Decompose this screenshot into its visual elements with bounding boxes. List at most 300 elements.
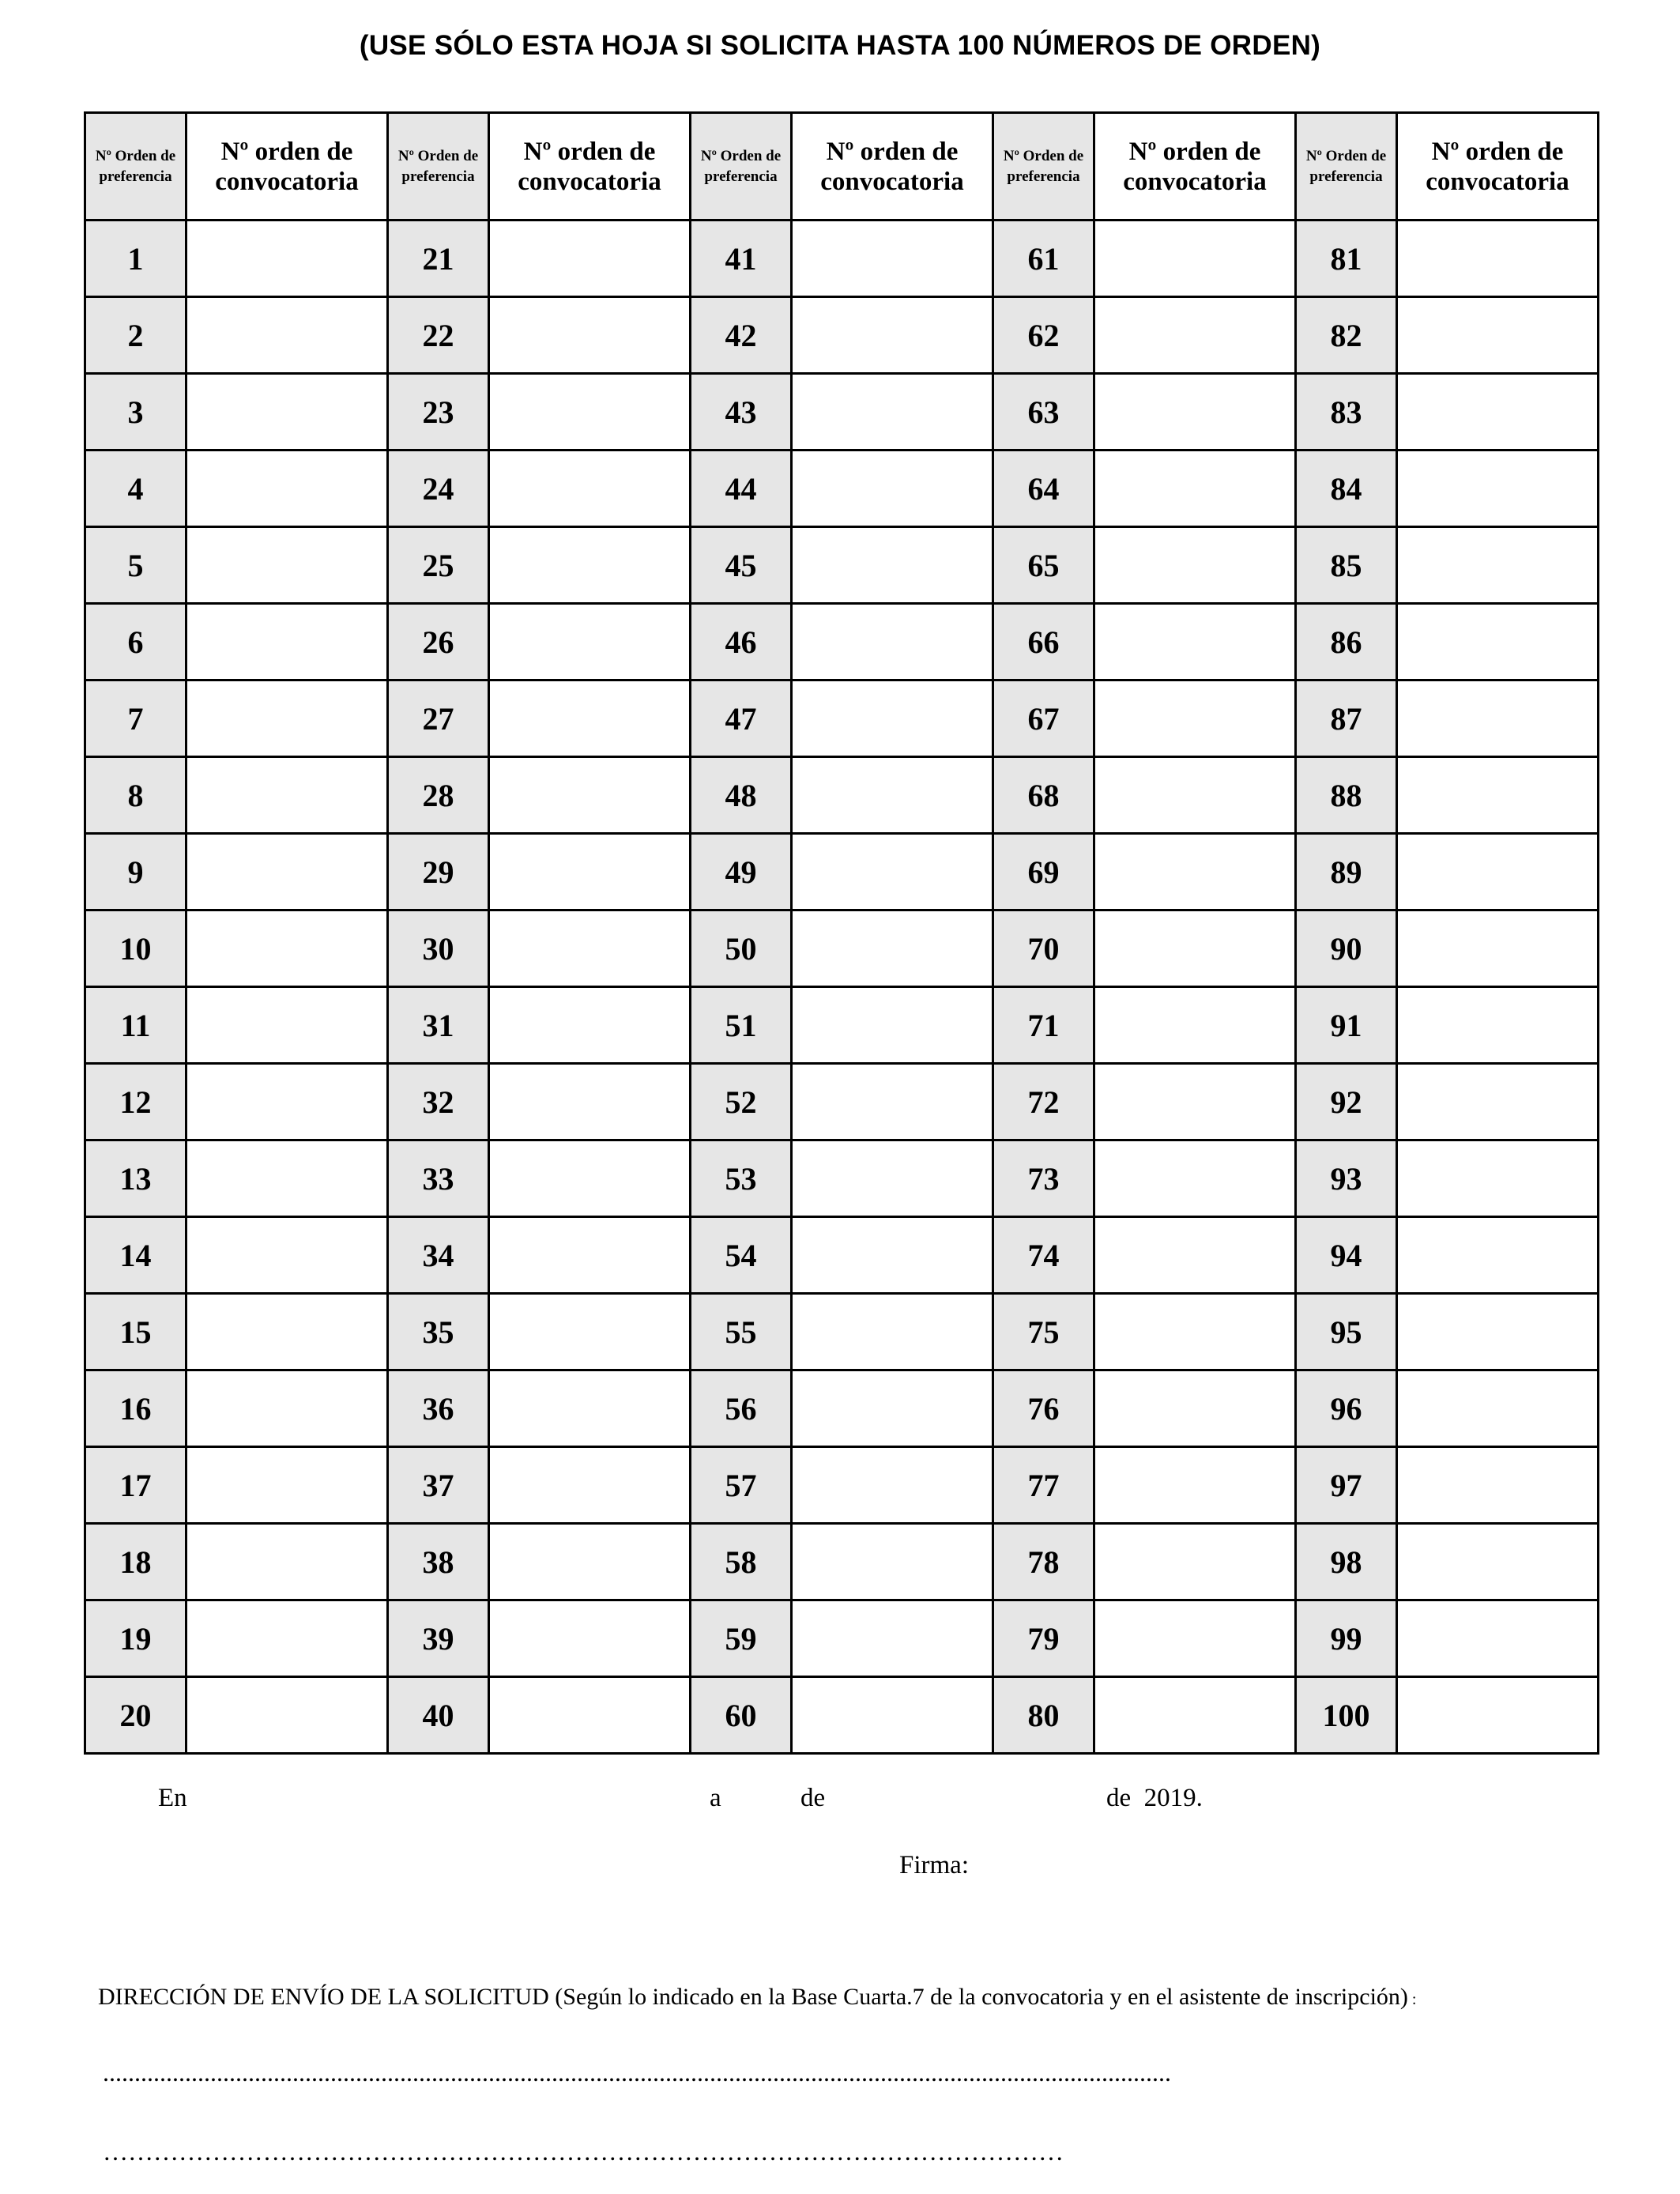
preference-number: 9 (85, 834, 186, 910)
preference-number: 80 (993, 1677, 1094, 1754)
convocatoria-cell (792, 221, 993, 297)
convocatoria-cell (186, 1677, 388, 1754)
convocatoria-cell (186, 987, 388, 1064)
convocatoria-input[interactable] (187, 243, 386, 274)
header-convocatoria: Nº orden de convocatoria (792, 113, 993, 221)
preference-number: 99 (1296, 1600, 1397, 1677)
convocatoria-input[interactable] (490, 779, 689, 811)
header-convocatoria: Nº orden de convocatoria (489, 113, 691, 221)
convocatoria-cell (1397, 1524, 1599, 1600)
convocatoria-input[interactable] (1398, 1699, 1597, 1731)
convocatoria-input[interactable] (1095, 1316, 1294, 1348)
convocatoria-input[interactable] (1398, 703, 1597, 734)
preference-number: 21 (388, 221, 489, 297)
preference-number: 89 (1296, 834, 1397, 910)
convocatoria-input[interactable] (793, 1086, 992, 1118)
convocatoria-cell (489, 1370, 691, 1447)
header-preferencia: Nº Orden de preferencia (85, 113, 186, 221)
address-colon: : (1407, 1991, 1417, 2008)
convocatoria-cell (792, 297, 993, 374)
convocatoria-cell (1397, 1600, 1599, 1677)
convocatoria-input[interactable] (490, 1239, 689, 1271)
table-row (85, 1140, 1599, 1217)
convocatoria-cell (792, 1677, 993, 1754)
table-row (85, 680, 1599, 757)
convocatoria-input[interactable] (1095, 319, 1294, 351)
convocatoria-cell (1094, 297, 1296, 374)
table-row (85, 987, 1599, 1064)
preference-number: 86 (1296, 604, 1397, 680)
convocatoria-cell (792, 604, 993, 680)
convocatoria-cell (1094, 1217, 1296, 1294)
convocatoria-input[interactable] (187, 473, 386, 504)
convocatoria-input[interactable] (490, 1316, 689, 1348)
preference-number: 40 (388, 1677, 489, 1754)
convocatoria-cell (1094, 1677, 1296, 1754)
preference-number: 44 (691, 450, 792, 527)
convocatoria-input[interactable] (1095, 856, 1294, 888)
preference-number: 47 (691, 680, 792, 757)
convocatoria-cell (1397, 1140, 1599, 1217)
convocatoria-cell (1094, 450, 1296, 527)
convocatoria-input[interactable] (1095, 1393, 1294, 1424)
header-convocatoria: Nº orden de convocatoria (1094, 113, 1296, 221)
convocatoria-input[interactable] (793, 626, 992, 658)
convocatoria-input[interactable] (1398, 1163, 1597, 1194)
convocatoria-input[interactable] (187, 1239, 386, 1271)
convocatoria-input[interactable] (793, 933, 992, 964)
preference-table (84, 111, 1599, 1755)
year-label: de 2019. (1106, 1784, 1203, 1812)
convocatoria-input[interactable] (793, 1163, 992, 1194)
convocatoria-cell (1397, 834, 1599, 910)
convocatoria-input[interactable] (187, 549, 386, 581)
convocatoria-input[interactable] (490, 1469, 689, 1501)
preference-number: 10 (85, 910, 186, 987)
preference-number: 34 (388, 1217, 489, 1294)
convocatoria-cell (1397, 374, 1599, 450)
preference-number: 16 (85, 1370, 186, 1447)
preference-number: 81 (1296, 221, 1397, 297)
table-row (85, 221, 1599, 297)
preference-number: 14 (85, 1217, 186, 1294)
convocatoria-input[interactable] (187, 1469, 386, 1501)
preference-number: 96 (1296, 1370, 1397, 1447)
convocatoria-input[interactable] (1095, 933, 1294, 964)
preference-number: 23 (388, 374, 489, 450)
preference-number: 72 (993, 1064, 1094, 1140)
convocatoria-cell (186, 910, 388, 987)
preference-number: 60 (691, 1677, 792, 1754)
preference-number: 69 (993, 834, 1094, 910)
table-row (85, 1217, 1599, 1294)
convocatoria-cell (489, 1677, 691, 1754)
convocatoria-input[interactable] (793, 856, 992, 888)
header-convocatoria: Nº orden de convocatoria (186, 113, 388, 221)
preference-number: 76 (993, 1370, 1094, 1447)
convocatoria-input[interactable] (1398, 1393, 1597, 1424)
preference-number: 49 (691, 834, 792, 910)
preference-number: 2 (85, 297, 186, 374)
preference-number: 62 (993, 297, 1094, 374)
convocatoria-input[interactable] (187, 626, 386, 658)
preference-number: 13 (85, 1140, 186, 1217)
convocatoria-input[interactable] (1398, 626, 1597, 658)
preference-number: 18 (85, 1524, 186, 1600)
preference-number: 66 (993, 604, 1094, 680)
convocatoria-cell (186, 1524, 388, 1600)
convocatoria-input[interactable] (187, 703, 386, 734)
preference-number: 56 (691, 1370, 792, 1447)
convocatoria-input[interactable] (793, 1546, 992, 1578)
preference-number: 42 (691, 297, 792, 374)
convocatoria-input[interactable] (793, 1393, 992, 1424)
preference-number: 88 (1296, 757, 1397, 834)
convocatoria-input[interactable] (1398, 549, 1597, 581)
table-row (85, 910, 1599, 987)
convocatoria-cell (186, 527, 388, 604)
day-input[interactable] (731, 1780, 801, 1816)
table-header-row (85, 113, 1599, 221)
convocatoria-input[interactable] (1095, 549, 1294, 581)
convocatoria-cell (792, 680, 993, 757)
convocatoria-input[interactable] (793, 319, 992, 351)
header-preferencia: Nº Orden de preferencia (691, 113, 792, 221)
convocatoria-cell (1397, 987, 1599, 1064)
convocatoria-cell (1397, 1447, 1599, 1524)
convocatoria-cell (1094, 910, 1296, 987)
convocatoria-input[interactable] (187, 1316, 386, 1348)
page-title: (USE SÓLO ESTA HOJA SI SOLICITA HASTA 100 NÚMEROS DE ORDEN) (359, 30, 1321, 61)
convocatoria-input[interactable] (1095, 1469, 1294, 1501)
preference-number: 36 (388, 1370, 489, 1447)
convocatoria-input[interactable] (1095, 1699, 1294, 1731)
convocatoria-cell (1397, 1370, 1599, 1447)
convocatoria-input[interactable] (490, 549, 689, 581)
preference-number: 4 (85, 450, 186, 527)
convocatoria-input[interactable] (793, 473, 992, 504)
preference-number: 97 (1296, 1447, 1397, 1524)
convocatoria-cell (1094, 1370, 1296, 1447)
convocatoria-cell (186, 1600, 388, 1677)
convocatoria-input[interactable] (1398, 1239, 1597, 1271)
convocatoria-input[interactable] (490, 1623, 689, 1654)
convocatoria-cell (489, 1600, 691, 1677)
preference-number: 95 (1296, 1294, 1397, 1370)
address-line-2[interactable]: …………………………………………………………………………………………………… (103, 2137, 1064, 2166)
convocatoria-input[interactable] (1095, 1546, 1294, 1578)
convocatoria-cell (489, 1217, 691, 1294)
convocatoria-input[interactable] (793, 1316, 992, 1348)
preference-number: 90 (1296, 910, 1397, 987)
convocatoria-cell (489, 221, 691, 297)
convocatoria-input[interactable] (793, 396, 992, 428)
convocatoria-cell (489, 450, 691, 527)
convocatoria-input[interactable] (187, 1163, 386, 1194)
preference-number: 58 (691, 1524, 792, 1600)
convocatoria-cell (186, 757, 388, 834)
convocatoria-cell (1094, 1064, 1296, 1140)
preference-number: 79 (993, 1600, 1094, 1677)
convocatoria-cell (792, 1294, 993, 1370)
convocatoria-input[interactable] (1095, 703, 1294, 734)
preference-number: 48 (691, 757, 792, 834)
convocatoria-cell (792, 834, 993, 910)
preference-number: 53 (691, 1140, 792, 1217)
preference-number: 1 (85, 221, 186, 297)
preference-number: 3 (85, 374, 186, 450)
preference-number: 8 (85, 757, 186, 834)
preference-number: 30 (388, 910, 489, 987)
convocatoria-cell (489, 1140, 691, 1217)
preference-number: 35 (388, 1294, 489, 1370)
convocatoria-input[interactable] (187, 1009, 386, 1041)
convocatoria-input[interactable] (1095, 1009, 1294, 1041)
preference-number: 77 (993, 1447, 1094, 1524)
convocatoria-cell (792, 527, 993, 604)
convocatoria-input[interactable] (490, 319, 689, 351)
preference-number: 38 (388, 1524, 489, 1600)
convocatoria-input[interactable] (490, 626, 689, 658)
preference-number: 68 (993, 757, 1094, 834)
convocatoria-cell (792, 1064, 993, 1140)
convocatoria-cell (1094, 757, 1296, 834)
convocatoria-input[interactable] (793, 549, 992, 581)
preference-number: 57 (691, 1447, 792, 1524)
convocatoria-input[interactable] (187, 856, 386, 888)
convocatoria-cell (792, 1600, 993, 1677)
header-preferencia: Nº Orden de preferencia (993, 113, 1094, 221)
convocatoria-input[interactable] (1095, 1623, 1294, 1654)
preference-number: 28 (388, 757, 489, 834)
convocatoria-input[interactable] (1398, 243, 1597, 274)
convocatoria-input[interactable] (793, 703, 992, 734)
convocatoria-cell (489, 527, 691, 604)
convocatoria-cell (489, 297, 691, 374)
preference-number: 84 (1296, 450, 1397, 527)
preference-number: 27 (388, 680, 489, 757)
convocatoria-cell (1397, 1677, 1599, 1754)
convocatoria-cell (186, 604, 388, 680)
convocatoria-input[interactable] (793, 1469, 992, 1501)
convocatoria-input[interactable] (187, 779, 386, 811)
preference-number: 25 (388, 527, 489, 604)
table-row (85, 834, 1599, 910)
convocatoria-cell (1397, 604, 1599, 680)
convocatoria-input[interactable] (490, 933, 689, 964)
convocatoria-input[interactable] (187, 396, 386, 428)
preference-number: 41 (691, 221, 792, 297)
convocatoria-input[interactable] (1095, 396, 1294, 428)
preference-number: 67 (993, 680, 1094, 757)
preference-number: 5 (85, 527, 186, 604)
convocatoria-cell (489, 757, 691, 834)
convocatoria-cell (489, 987, 691, 1064)
convocatoria-cell (489, 1447, 691, 1524)
convocatoria-input[interactable] (793, 779, 992, 811)
table-row (85, 374, 1599, 450)
preference-number: 65 (993, 527, 1094, 604)
convocatoria-cell (489, 374, 691, 450)
convocatoria-cell (186, 834, 388, 910)
convocatoria-input[interactable] (490, 1009, 689, 1041)
convocatoria-input[interactable] (1398, 1316, 1597, 1348)
convocatoria-input[interactable] (1398, 1546, 1597, 1578)
convocatoria-input[interactable] (1398, 1086, 1597, 1118)
address-instructions (98, 1984, 1544, 2013)
convocatoria-input[interactable] (490, 703, 689, 734)
preference-number: 7 (85, 680, 186, 757)
convocatoria-cell (792, 1370, 993, 1447)
convocatoria-cell (792, 987, 993, 1064)
preference-number: 43 (691, 374, 792, 450)
convocatoria-input[interactable] (793, 1239, 992, 1271)
preference-number: 33 (388, 1140, 489, 1217)
convocatoria-cell (1094, 1140, 1296, 1217)
convocatoria-input[interactable] (187, 1086, 386, 1118)
convocatoria-cell (1094, 374, 1296, 450)
convocatoria-cell (489, 910, 691, 987)
convocatoria-input[interactable] (1398, 1469, 1597, 1501)
preference-number: 24 (388, 450, 489, 527)
preference-number: 94 (1296, 1217, 1397, 1294)
preference-number: 93 (1296, 1140, 1397, 1217)
table-body (85, 221, 1599, 1754)
convocatoria-cell (186, 1294, 388, 1370)
convocatoria-cell (1094, 1600, 1296, 1677)
convocatoria-input[interactable] (1095, 473, 1294, 504)
convocatoria-cell (1094, 1447, 1296, 1524)
convocatoria-input[interactable] (1095, 626, 1294, 658)
preference-number: 32 (388, 1064, 489, 1140)
signature-label: Firma: (899, 1851, 969, 1879)
convocatoria-input[interactable] (1398, 1009, 1597, 1041)
table-row (85, 1524, 1599, 1600)
convocatoria-input[interactable] (793, 1009, 992, 1041)
preference-number: 64 (993, 450, 1094, 527)
convocatoria-input[interactable] (187, 1623, 386, 1654)
preference-number: 98 (1296, 1524, 1397, 1600)
month-label: de (800, 1784, 826, 1812)
convocatoria-cell (186, 297, 388, 374)
convocatoria-cell (186, 450, 388, 527)
month-input[interactable] (838, 1780, 1102, 1816)
preference-number: 20 (85, 1677, 186, 1754)
preference-number: 52 (691, 1064, 792, 1140)
preference-number: 100 (1296, 1677, 1397, 1754)
preference-number: 45 (691, 527, 792, 604)
convocatoria-cell (1397, 1064, 1599, 1140)
convocatoria-input[interactable] (1398, 319, 1597, 351)
convocatoria-cell (489, 1524, 691, 1600)
table-row (85, 1600, 1599, 1677)
convocatoria-input[interactable] (793, 1623, 992, 1654)
place-input[interactable] (198, 1780, 699, 1816)
convocatoria-input[interactable] (187, 933, 386, 964)
convocatoria-cell (792, 450, 993, 527)
convocatoria-cell (186, 1064, 388, 1140)
convocatoria-cell (1397, 297, 1599, 374)
preference-number: 51 (691, 987, 792, 1064)
convocatoria-input[interactable] (490, 856, 689, 888)
table-row (85, 527, 1599, 604)
convocatoria-cell (792, 1140, 993, 1217)
convocatoria-cell (792, 757, 993, 834)
convocatoria-cell (186, 1370, 388, 1447)
address-line-1[interactable]: ......................................................................................................................................................................... (103, 2058, 1171, 2087)
signature-area[interactable] (996, 1842, 1470, 1936)
header-preferencia: Nº Orden de preferencia (388, 113, 489, 221)
convocatoria-cell (186, 374, 388, 450)
preference-number: 74 (993, 1217, 1094, 1294)
convocatoria-input[interactable] (490, 473, 689, 504)
convocatoria-input[interactable] (490, 1163, 689, 1194)
convocatoria-input[interactable] (1398, 1623, 1597, 1654)
table-row (85, 450, 1599, 527)
convocatoria-cell (792, 1217, 993, 1294)
convocatoria-input[interactable] (1398, 473, 1597, 504)
preference-number: 22 (388, 297, 489, 374)
convocatoria-input[interactable] (187, 1546, 386, 1578)
convocatoria-input[interactable] (187, 1699, 386, 1731)
header-preferencia: Nº Orden de preferencia (1296, 113, 1397, 221)
preference-number: 87 (1296, 680, 1397, 757)
convocatoria-input[interactable] (793, 243, 992, 274)
preference-number: 92 (1296, 1064, 1397, 1140)
convocatoria-input[interactable] (490, 396, 689, 428)
table-row (85, 1677, 1599, 1754)
preference-number: 37 (388, 1447, 489, 1524)
convocatoria-input[interactable] (1095, 779, 1294, 811)
preference-number: 83 (1296, 374, 1397, 450)
convocatoria-cell (1094, 527, 1296, 604)
convocatoria-input[interactable] (490, 1086, 689, 1118)
convocatoria-input[interactable] (490, 1393, 689, 1424)
preference-number: 63 (993, 374, 1094, 450)
place-label: En (158, 1784, 187, 1812)
convocatoria-input[interactable] (1095, 243, 1294, 274)
convocatoria-cell (1397, 527, 1599, 604)
address-text: DIRECCIÓN DE ENVÍO DE LA SOLICITUD (Según lo indicado en la Base Cuarta.7 de la convocatoria y en el asistente de inscripción) (98, 1984, 1408, 2010)
convocatoria-input[interactable] (1095, 1163, 1294, 1194)
table-row (85, 1447, 1599, 1524)
convocatoria-input[interactable] (187, 319, 386, 351)
preference-number: 75 (993, 1294, 1094, 1370)
preference-number: 59 (691, 1600, 792, 1677)
preference-number: 29 (388, 834, 489, 910)
convocatoria-input[interactable] (1398, 396, 1597, 428)
convocatoria-input[interactable] (1095, 1239, 1294, 1271)
preference-number: 15 (85, 1294, 186, 1370)
convocatoria-input[interactable] (1398, 933, 1597, 964)
convocatoria-input[interactable] (1398, 779, 1597, 811)
convocatoria-cell (1397, 221, 1599, 297)
preference-number: 54 (691, 1217, 792, 1294)
convocatoria-input[interactable] (1095, 1086, 1294, 1118)
convocatoria-input[interactable] (490, 1699, 689, 1731)
convocatoria-input[interactable] (490, 243, 689, 274)
preference-number: 55 (691, 1294, 792, 1370)
convocatoria-input[interactable] (793, 1699, 992, 1731)
convocatoria-input[interactable] (187, 1393, 386, 1424)
convocatoria-input[interactable] (1398, 856, 1597, 888)
convocatoria-input[interactable] (490, 1546, 689, 1578)
convocatoria-cell (1397, 910, 1599, 987)
preference-number: 85 (1296, 527, 1397, 604)
convocatoria-cell (1094, 1524, 1296, 1600)
table-row (85, 1294, 1599, 1370)
preference-number: 12 (85, 1064, 186, 1140)
